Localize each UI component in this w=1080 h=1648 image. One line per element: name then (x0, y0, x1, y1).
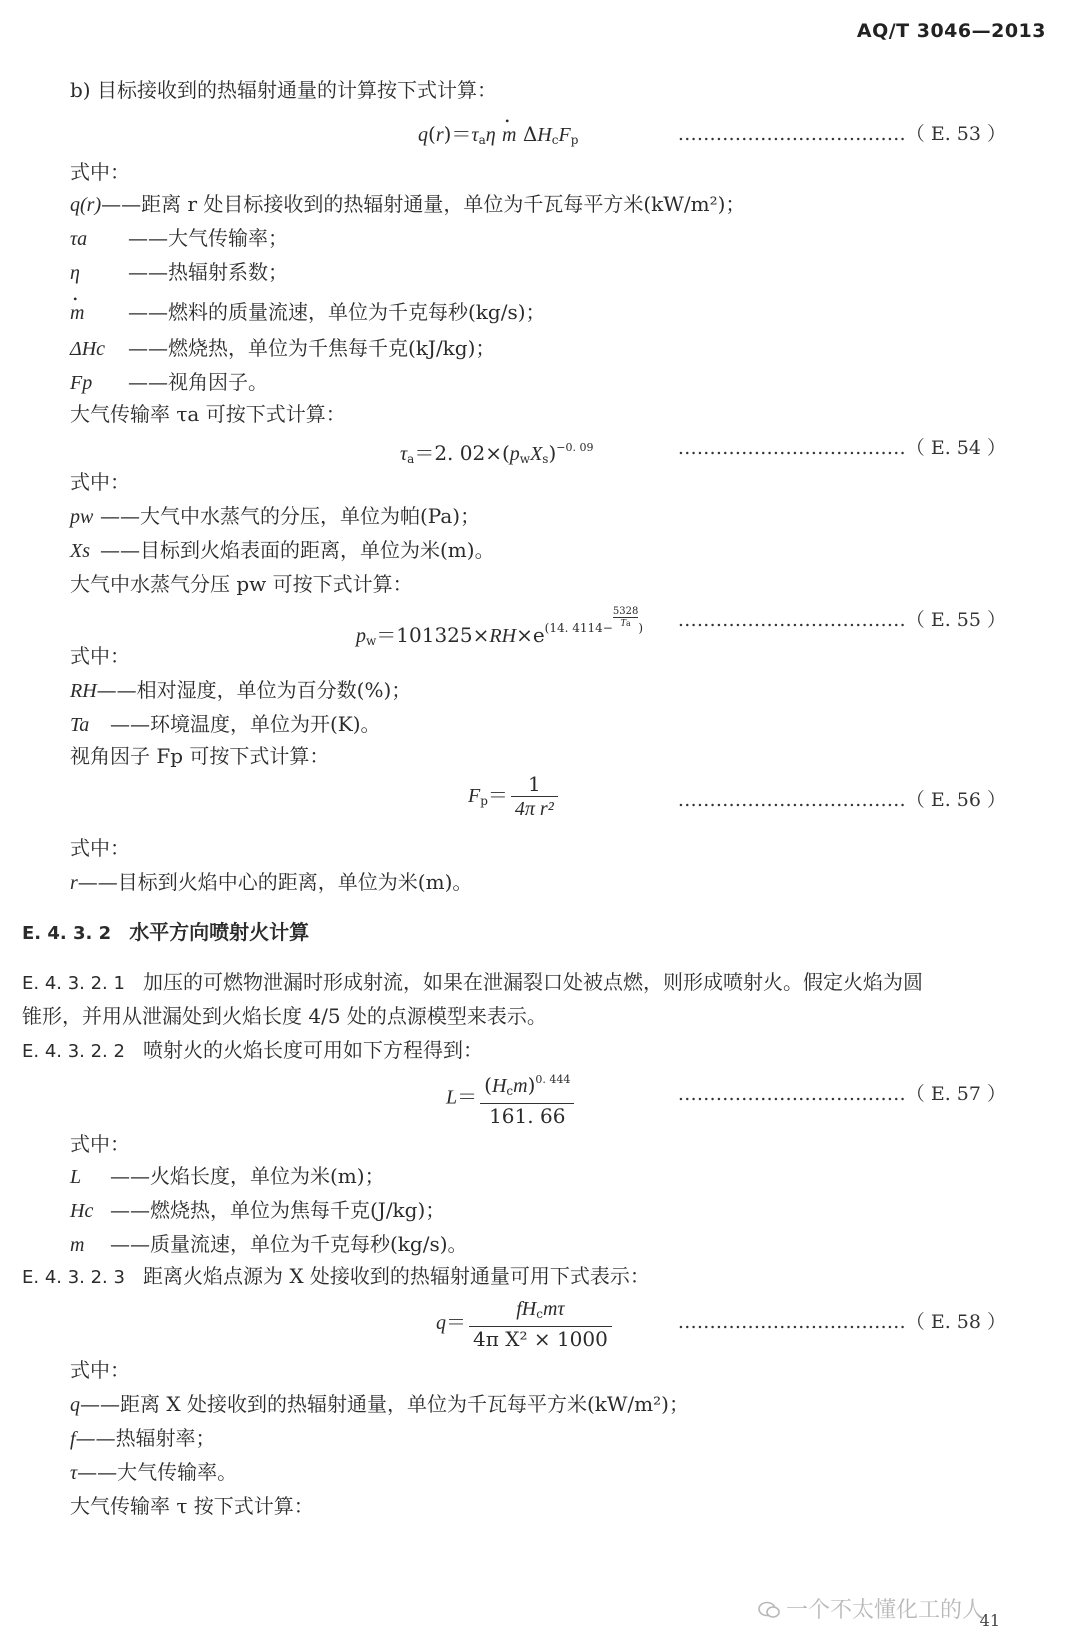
def-fp: Fp ——视角因子。 (70, 370, 268, 394)
def-q-r: q(r)——距离 r 处目标接收到的热辐射通量，单位为千瓦每平方米(kW/m²)； (70, 192, 746, 216)
formula-e55: $p_w=101325\times RH\times e^{(14. 4114- 5328 Ta )}$ (356, 606, 643, 648)
def-tau-a: τa ——大气传输率； (70, 226, 288, 250)
eq-number-e54: ………………………………（ E. 54 ） (677, 437, 1006, 459)
intro-e56: 视角因子 Fp 可按下式计算： (70, 744, 330, 768)
page-number: 41 (979, 1611, 1000, 1630)
eq-number-e53: ………………………………（ E. 53 ） (677, 123, 1006, 145)
def-hc: Hc ——燃烧热，单位为焦每千克(J/kg)； (70, 1198, 446, 1222)
def-m: m ——质量流速，单位为千克每秒(kg/s)。 (70, 1232, 468, 1256)
def-m-dot: • m ——燃料的质量流速，单位为千克每秒(kg/s)； (70, 298, 546, 327)
def-q: q——距离 X 处接收到的热辐射通量，单位为千瓦每平方米(kW/m²)； (70, 1392, 689, 1416)
eq-number-e55: ………………………………（ E. 55 ） (677, 609, 1006, 631)
where-label: 式中： (70, 644, 130, 668)
def-xs: Xs ——目标到火焰表面的距离，单位为米(m)。 (70, 538, 495, 562)
def-r: r——目标到火焰中心的距离，单位为米(m)。 (70, 870, 473, 894)
def-rh: RH——相对湿度，单位为百分数(%)； (70, 678, 412, 702)
para-4-3-2-2: E. 4. 3. 2. 2 喷射火的火焰长度可用如下方程得到： (22, 1038, 483, 1062)
def-eta: η ——热辐射系数； (70, 260, 288, 284)
where-label: 式中： (70, 470, 130, 494)
where-label: 式中： (70, 836, 130, 860)
def-l: L ——火焰长度，单位为米(m)； (70, 1164, 385, 1188)
intro-e55: 大气中水蒸气分压 pw 可按下式计算： (70, 572, 413, 596)
formula-e56: $F_p=$ $\frac{1}{\text{4π r²}}$ (468, 772, 561, 821)
eq-number-e56: ………………………………（ E. 56 ） (677, 789, 1006, 811)
formula-e58: q＝ $\frac{fH_cm\tau}{\text{4π X² × 1000}}$ (436, 1296, 615, 1351)
formula-e57: L＝ $\frac{(H_cm)^{0. 444}}{161. 66}$ (446, 1068, 577, 1128)
def-delta-hc: ΔHc ——燃烧热，单位为千焦每千克(kJ/kg)； (70, 336, 496, 360)
where-label: 式中： (70, 1358, 130, 1382)
def-f: f——热辐射率； (70, 1426, 216, 1450)
watermark: 一个不太懂化工的人 (758, 1593, 984, 1624)
wechat-icon (758, 1601, 780, 1619)
para-4-3-2-1-line2: 锥形，并用从泄漏处到火焰长度 4/5 处的点源模型来表示。 (22, 1004, 547, 1028)
intro-tau: 大气传输率 τ 按下式计算： (70, 1494, 314, 1518)
b-intro: b) 目标接收到的热辐射通量的计算按下式计算： (70, 78, 497, 102)
eq-number-e58: ………………………………（ E. 58 ） (677, 1311, 1006, 1333)
def-pw: pw ——大气中水蒸气的分压，单位为帕(Pa)； (70, 504, 481, 528)
where-label: 式中： (70, 160, 130, 184)
section-heading: E. 4. 3. 2 水平方向喷射火计算 (22, 920, 310, 944)
formula-e54: $\tau_a=2$. $02\times(p_wX_s)^{-0. 09}$ (400, 441, 594, 466)
where-label: 式中： (70, 1132, 130, 1156)
def-ta: Ta ——环境温度，单位为开(K)。 (70, 712, 381, 736)
eq-number-e57: ………………………………（ E. 57 ） (677, 1083, 1006, 1105)
formula-e53: $q(r)=\tau_a\eta$ • m $\Delta H_cF_p$ (418, 120, 578, 154)
standard-code: AQ/T 3046—2013 (856, 20, 1046, 42)
para-4-3-2-1-line1: E. 4. 3. 2. 1 加压的可燃物泄漏时形成射流，如果在泄漏裂口处被点燃，则形成喷射火。假定火焰为圆 (22, 970, 923, 994)
intro-e54: 大气传输率 τa 可按下式计算： (70, 402, 346, 426)
para-4-3-2-3: E. 4. 3. 2. 3 距离火焰点源为 X 处接收到的热辐射通量可用下式表示： (22, 1264, 650, 1288)
def-tau: τ——大气传输率。 (70, 1460, 238, 1484)
